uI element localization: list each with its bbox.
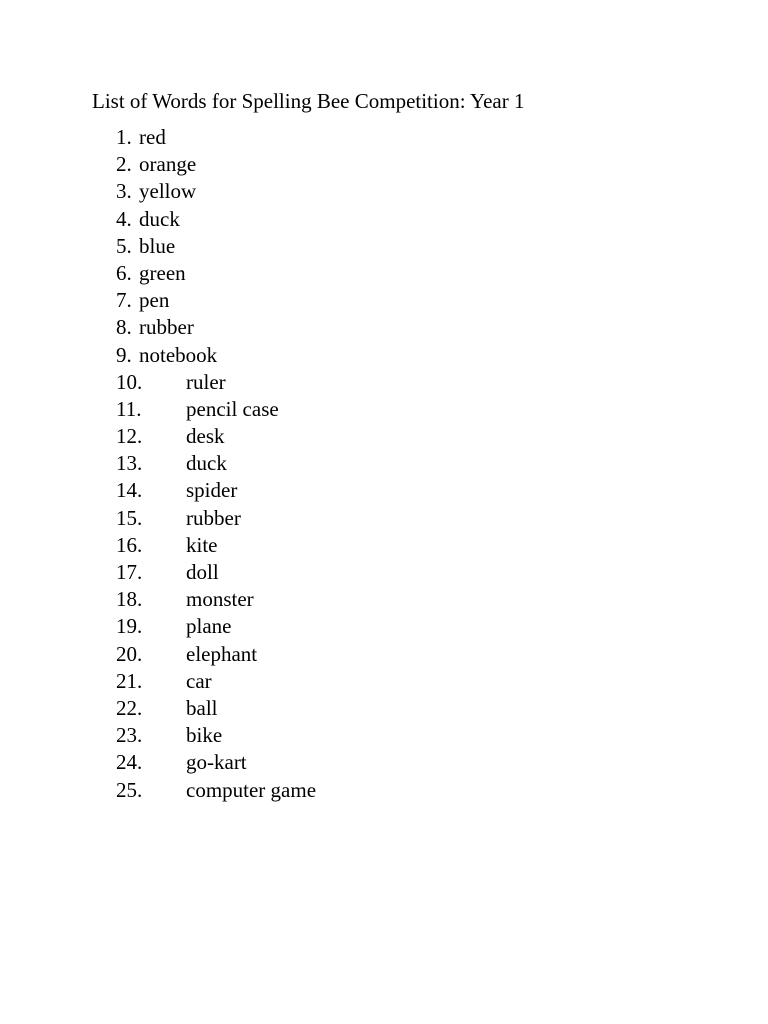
item-number: 14. <box>116 478 143 503</box>
item-word: kite <box>186 532 218 557</box>
item-number: 19. <box>116 614 143 639</box>
item-number: 4. <box>116 206 132 231</box>
item-word: pencil case <box>186 396 279 421</box>
item-word: doll <box>186 560 219 584</box>
item-word: rubber <box>186 505 241 530</box>
item-number: 12. <box>116 424 143 449</box>
item-number: 16. <box>116 532 143 557</box>
page-title: List of Words for Spelling Bee Competition: Year 1 <box>92 89 525 113</box>
item-number: 25. <box>116 777 143 802</box>
item-number: 13. <box>116 451 143 476</box>
item-number: 7. <box>116 288 132 313</box>
item-word: blue <box>139 233 176 258</box>
item-number: 5. <box>116 233 132 258</box>
item-number: 20. <box>116 641 143 666</box>
item-number: 6. <box>116 260 132 285</box>
item-number: 1. <box>116 125 132 149</box>
item-word: pen <box>139 288 170 313</box>
item-word: car <box>186 668 212 693</box>
item-word: spider <box>186 478 238 503</box>
item-word: yellow <box>139 179 197 204</box>
item-word: computer game <box>186 777 317 802</box>
item-word: monster <box>186 587 254 612</box>
item-number: 2. <box>116 152 132 177</box>
item-number: 24. <box>116 750 143 775</box>
item-word: notebook <box>139 342 218 367</box>
item-number: 9. <box>116 342 132 367</box>
item-word: ruler <box>186 369 226 394</box>
item-number: 15. <box>116 505 143 530</box>
item-number: 11. <box>116 396 142 421</box>
item-number: 21. <box>116 668 143 693</box>
item-word: ball <box>186 695 218 720</box>
item-word: orange <box>139 152 197 177</box>
item-number: 17. <box>116 560 143 584</box>
item-number: 8. <box>116 315 132 340</box>
item-number: 23. <box>116 723 143 748</box>
item-word: rubber <box>139 315 194 340</box>
item-word: red <box>139 125 166 149</box>
item-word: bike <box>186 723 223 748</box>
item-word: desk <box>186 424 225 449</box>
item-number: 22. <box>116 695 143 720</box>
item-word: plane <box>186 614 232 639</box>
item-word: green <box>139 260 186 285</box>
item-word: elephant <box>186 641 258 666</box>
item-word: go-kart <box>186 750 247 775</box>
item-number: 3. <box>116 179 132 204</box>
item-number: 10. <box>116 369 143 394</box>
item-word: duck <box>186 451 227 476</box>
item-word: duck <box>139 206 180 231</box>
item-number: 18. <box>116 587 143 612</box>
